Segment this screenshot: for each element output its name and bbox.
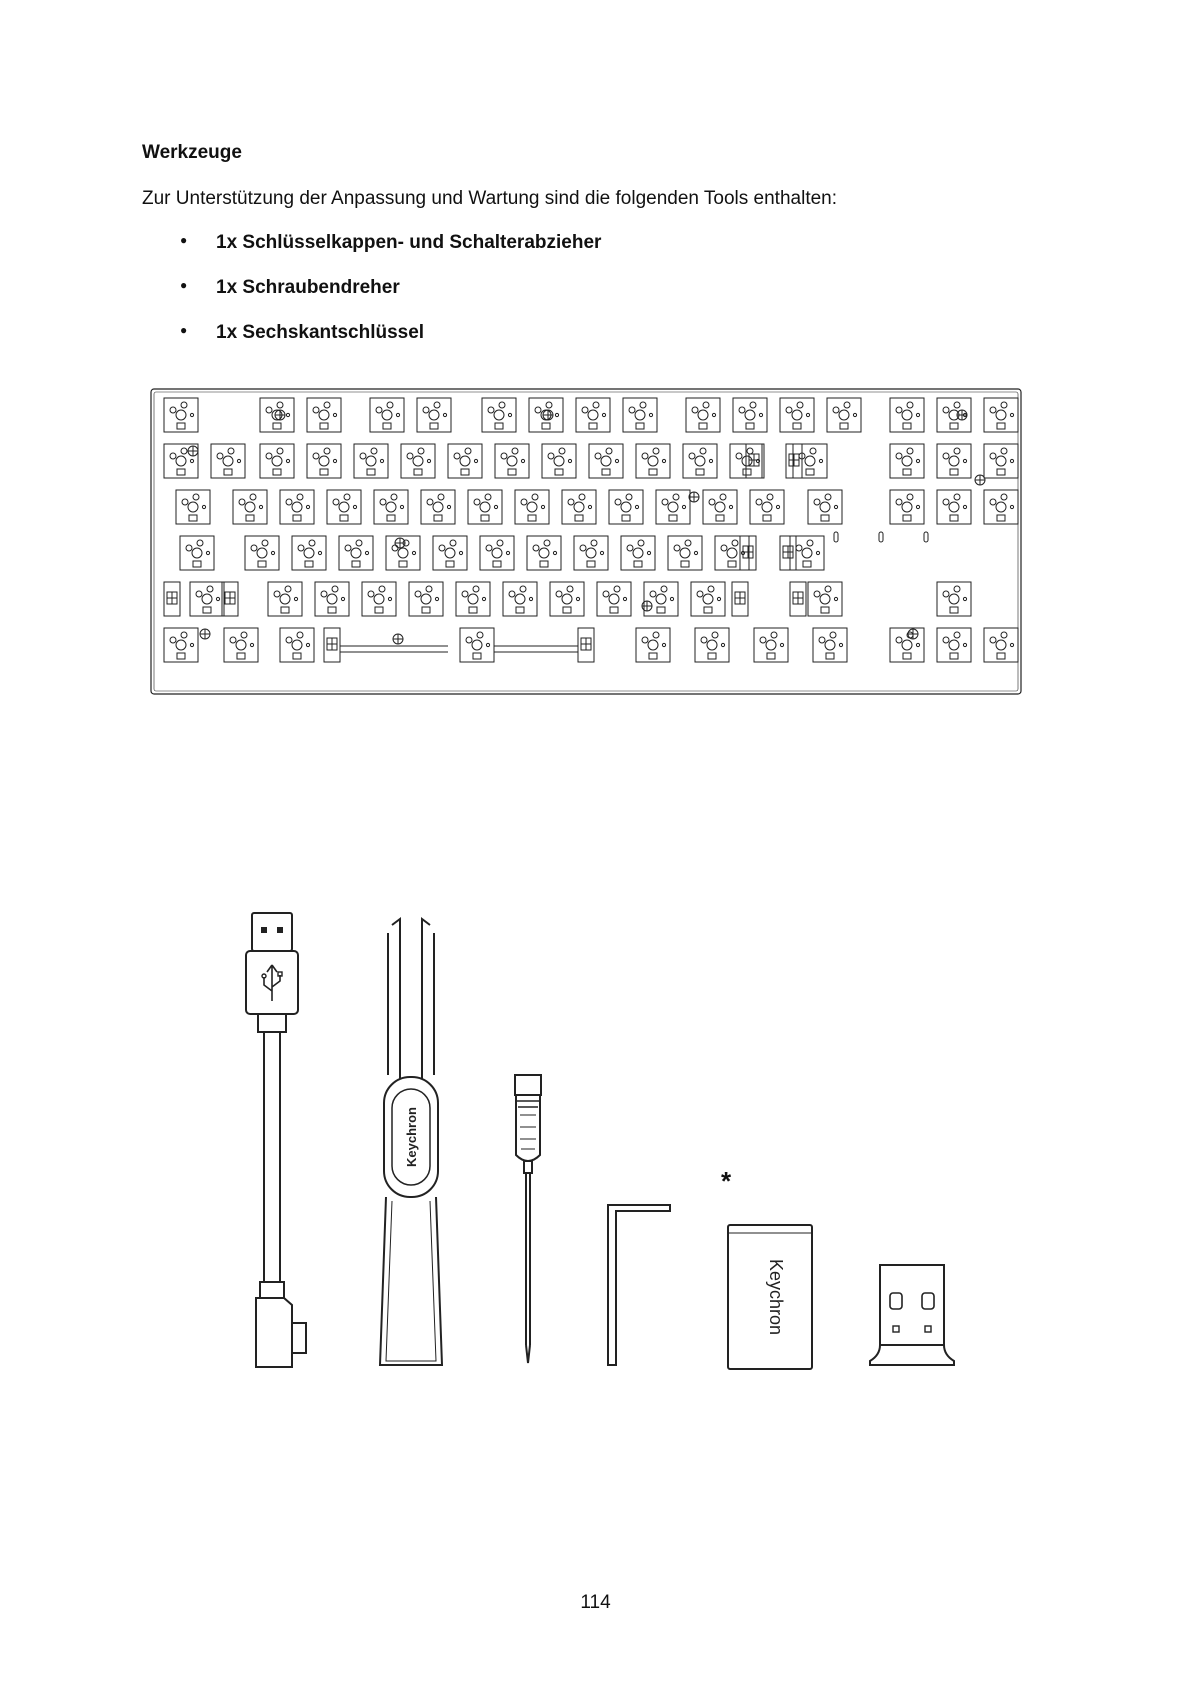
- switch-cutout: [292, 536, 326, 570]
- switch-cutout: [421, 490, 455, 524]
- switch-cutout: [890, 628, 924, 662]
- switch-cutout: [401, 444, 435, 478]
- switch-cutout: [233, 490, 267, 524]
- switch-cutout: [180, 536, 214, 570]
- switch-cutout: [224, 628, 258, 662]
- hex-key-icon: [608, 1205, 670, 1365]
- switch-cutout: [691, 582, 725, 616]
- switch-cutout: [890, 398, 924, 432]
- page-number: 114: [580, 1592, 611, 1613]
- switch-cutout: [374, 490, 408, 524]
- switch-cutout: [307, 444, 341, 478]
- switch-cutout: [984, 490, 1018, 524]
- switch-cutout: [190, 582, 224, 616]
- switch-cutout: [668, 536, 702, 570]
- card-brand-label: Keychron: [766, 1258, 786, 1336]
- switch-cutout: [780, 398, 814, 432]
- switch-cutout: [793, 444, 827, 478]
- switch-cutout: [456, 582, 490, 616]
- switch-cutout: [890, 444, 924, 478]
- usb-cable-icon: [246, 913, 306, 1367]
- switch-cutout: [890, 490, 924, 524]
- tools-list-item: ● 1x Sechskantschlüssel: [180, 322, 601, 367]
- switch-cutout: [589, 444, 623, 478]
- switch-cutout: [362, 582, 396, 616]
- switch-cutout: [550, 582, 584, 616]
- switch-cutout: [750, 490, 784, 524]
- switch-cutout: [480, 536, 514, 570]
- switch-cutout: [733, 398, 767, 432]
- switch-cutout: [280, 490, 314, 524]
- switch-cutout: [808, 582, 842, 616]
- tools-list: [180, 232, 601, 367]
- switch-cutout: [621, 536, 655, 570]
- switch-cutout: [937, 490, 971, 524]
- switch-cutout: [790, 536, 824, 570]
- switch-cutout: [813, 628, 847, 662]
- switch-cutout: [417, 398, 451, 432]
- switch-cutout: [307, 398, 341, 432]
- usb-receiver-icon: [870, 1265, 954, 1365]
- accessories-illustration: [230, 905, 1030, 1375]
- switch-cutout: [597, 582, 631, 616]
- switch-cutout: [827, 398, 861, 432]
- tools-list-item: ● 1x Schraubendreher: [180, 277, 601, 322]
- switch-cutout: [715, 536, 749, 570]
- switch-cutout: [260, 444, 294, 478]
- switch-cutout: [164, 398, 198, 432]
- switch-cutout: [683, 444, 717, 478]
- switch-cutout: [656, 490, 690, 524]
- switch-cutout: [433, 536, 467, 570]
- switch-cutout: [211, 444, 245, 478]
- switch-cutout: [686, 398, 720, 432]
- switch-cutout: [623, 398, 657, 432]
- keycap-switch-puller-icon: [380, 919, 442, 1365]
- switch-cutout: [409, 582, 443, 616]
- switch-cutout: [482, 398, 516, 432]
- switch-cutout: [268, 582, 302, 616]
- switch-cutout: [984, 628, 1018, 662]
- switch-cutout: [176, 490, 210, 524]
- switch-cutout: [542, 444, 576, 478]
- section-heading: Werkzeuge: [142, 142, 242, 163]
- switch-cutout: [636, 444, 670, 478]
- switch-cutout: [574, 536, 608, 570]
- switch-cutout: [695, 628, 729, 662]
- switch-plate-icon: [150, 388, 1022, 696]
- switch-cutout: [527, 536, 561, 570]
- switch-cutout: [370, 398, 404, 432]
- switch-cutout: [754, 628, 788, 662]
- switch-cutout: [245, 536, 279, 570]
- puller-brand-label: Keychron: [404, 1107, 419, 1167]
- switch-cutout: [937, 582, 971, 616]
- switch-cutout: [808, 490, 842, 524]
- switch-cutout: [468, 490, 502, 524]
- asterisk-mark: *: [721, 1166, 732, 1196]
- switch-cutout: [339, 536, 373, 570]
- switch-cutout: [448, 444, 482, 478]
- switch-cutout: [515, 490, 549, 524]
- switch-cutout: [576, 398, 610, 432]
- tools-list-item: ● 1x Schlüsselkappen- und Schalterabzieher: [180, 232, 601, 277]
- switch-cutout: [636, 628, 670, 662]
- intro-text: Zur Unterstützung der Anpassung und Wartung sind die folgenden Tools enthalten:: [142, 188, 838, 209]
- switch-cutout: [609, 490, 643, 524]
- switch-cutout: [984, 444, 1018, 478]
- switch-cutout: [984, 398, 1018, 432]
- switch-cutout: [937, 444, 971, 478]
- switch-cutout: [460, 628, 494, 662]
- switch-cutout: [937, 628, 971, 662]
- screwdriver-icon: [515, 1075, 541, 1363]
- switch-cutout: [503, 582, 537, 616]
- switch-cutout: [164, 628, 198, 662]
- switch-cutout: [354, 444, 388, 478]
- switch-cutout: [495, 444, 529, 478]
- switch-cutout: [703, 490, 737, 524]
- switch-cutout: [280, 628, 314, 662]
- switch-cutout: [562, 490, 596, 524]
- switch-cutout: [386, 536, 420, 570]
- switch-cutout: [327, 490, 361, 524]
- switch-cutout: [315, 582, 349, 616]
- card-icon: [728, 1225, 812, 1369]
